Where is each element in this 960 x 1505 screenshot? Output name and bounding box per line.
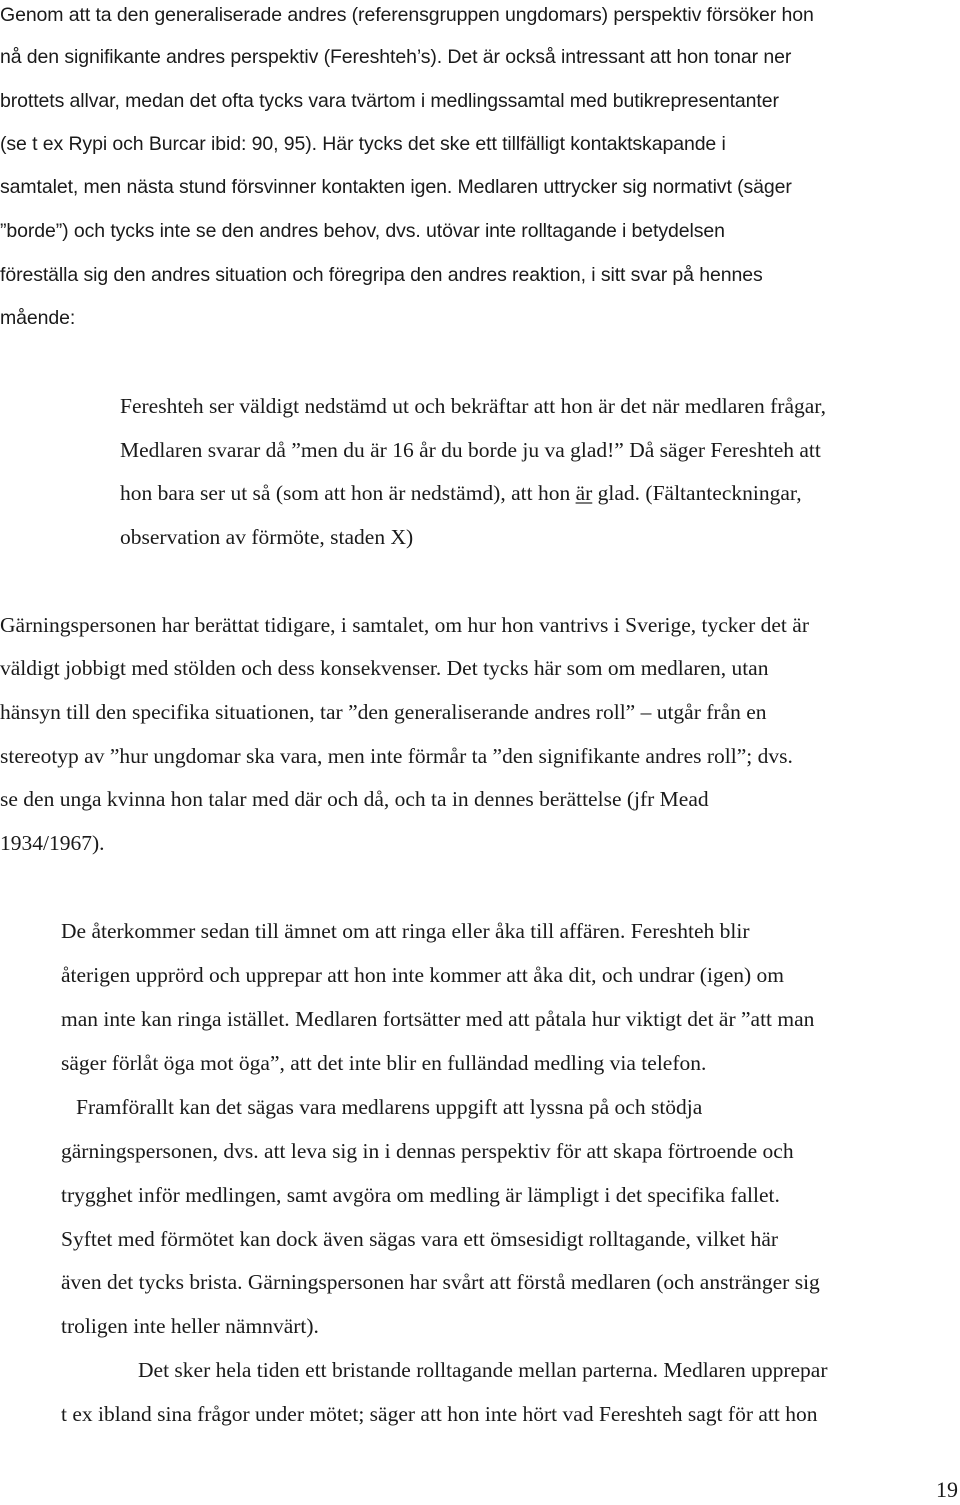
text-line: föreställa sig den andres situation och föregripa den andres reaktion, i sitt svar på hennes — [0, 264, 763, 286]
quote-text-segment: glad. (Fältanteckningar, — [592, 481, 802, 505]
quote-line — [120, 480, 802, 506]
quote-line: Medlaren svarar då ”men du är 16 år du borde ju va glad!” Då säger Fereshteh att — [120, 438, 821, 462]
text-line: gärningspersonen, dvs. att leva sig in i dennas perspektiv för att skapa förtroende och — [61, 1139, 794, 1163]
text-line: mående: — [0, 307, 76, 329]
text-line: se den unga kvinna hon talar med där och då, och ta in dennes berättelse (jfr Mead — [0, 787, 709, 811]
text-line: brottets allvar, medan det ofta tycks vara tvärtom i medlingssamtal med butikrepresentanter — [0, 90, 779, 112]
text-line: Genom att ta den generaliserade andres (referensgruppen ungdomars) perspektiv försöker hon — [0, 4, 814, 26]
text-line: (se t ex Rypi och Burcar ibid: 90, 95). Här tycks det ske ett tillfälligt kontaktskapande i — [0, 133, 726, 155]
text-line: även det tycks brista. Gärningspersonen har svårt att förstå medlaren (och anstränger sig — [61, 1270, 820, 1294]
text-line: De återkommer sedan till ämnet om att ringa eller åka till affären. Fereshteh blir — [61, 919, 750, 943]
quote-text-segment: hon bara ser ut så (som att hon är nedstämd), att hon — [120, 481, 576, 505]
text-line: troligen inte heller nämnvärt). — [61, 1314, 319, 1338]
quote-line: Fereshteh ser väldigt nedstämd ut och bekräftar att hon är det när medlaren frågar, — [120, 394, 826, 418]
page-number: 19 — [936, 1477, 958, 1502]
text-line: stereotyp av ”hur ungdomar ska vara, men inte förmår ta ”den signifikante andres roll”; dvs. — [0, 744, 793, 768]
text-line: ”borde”) och tycks inte se den andres behov, dvs. utövar inte rolltagande i betydelsen — [0, 220, 725, 242]
text-line: Syftet med förmötet kan dock även sägas vara ett ömsesidigt rolltagande, vilket här — [61, 1227, 779, 1251]
text-line: samtalet, men nästa stund försvinner kontakten igen. Medlaren uttrycker sig normativt (säger — [0, 176, 792, 198]
text-line: nå den signifikante andres perspektiv (Fereshteh’s). Det är också intressant att hon tonar ner — [0, 46, 792, 68]
text-line: säger förlåt öga mot öga”, att det inte blir en fulländad medling via telefon. — [61, 1051, 707, 1075]
text-line: väldigt jobbigt med stölden och dess konsekvenser. Det tycks här som om medlaren, utan — [0, 656, 769, 680]
text-line: återigen upprörd och upprepar att hon inte kommer att åka dit, och undrar (igen) om — [61, 963, 784, 987]
text-line: Gärningspersonen har berättat tidigare, i samtalet, om hur hon vantrivs i Sverige, tycker det är — [0, 613, 809, 637]
text-line: trygghet inför medlingen, samt avgöra om medling är lämpligt i det specifika fallet. — [61, 1183, 780, 1207]
text-line: t ex ibland sina frågor under mötet; säger att hon inte hört vad Fereshteh sagt för att hon — [61, 1402, 818, 1426]
text-line: Det sker hela tiden ett bristande rolltagande mellan parterna. Medlaren upprepar — [138, 1358, 828, 1382]
underlined-word: är — [575, 481, 593, 505]
text-line: 1934/1967). — [0, 831, 105, 855]
text-line: Framförallt kan det sägas vara medlarens uppgift att lyssna på och stödja — [76, 1095, 703, 1119]
quote-line: observation av förmöte, staden X) — [120, 525, 414, 549]
text-line: man inte kan ringa istället. Medlaren fortsätter med att påtala hur viktigt det är ”att man — [61, 1007, 815, 1031]
text-line: hänsyn till den specifika situationen, tar ”den generaliserande andres roll” – utgår från en — [0, 700, 767, 724]
